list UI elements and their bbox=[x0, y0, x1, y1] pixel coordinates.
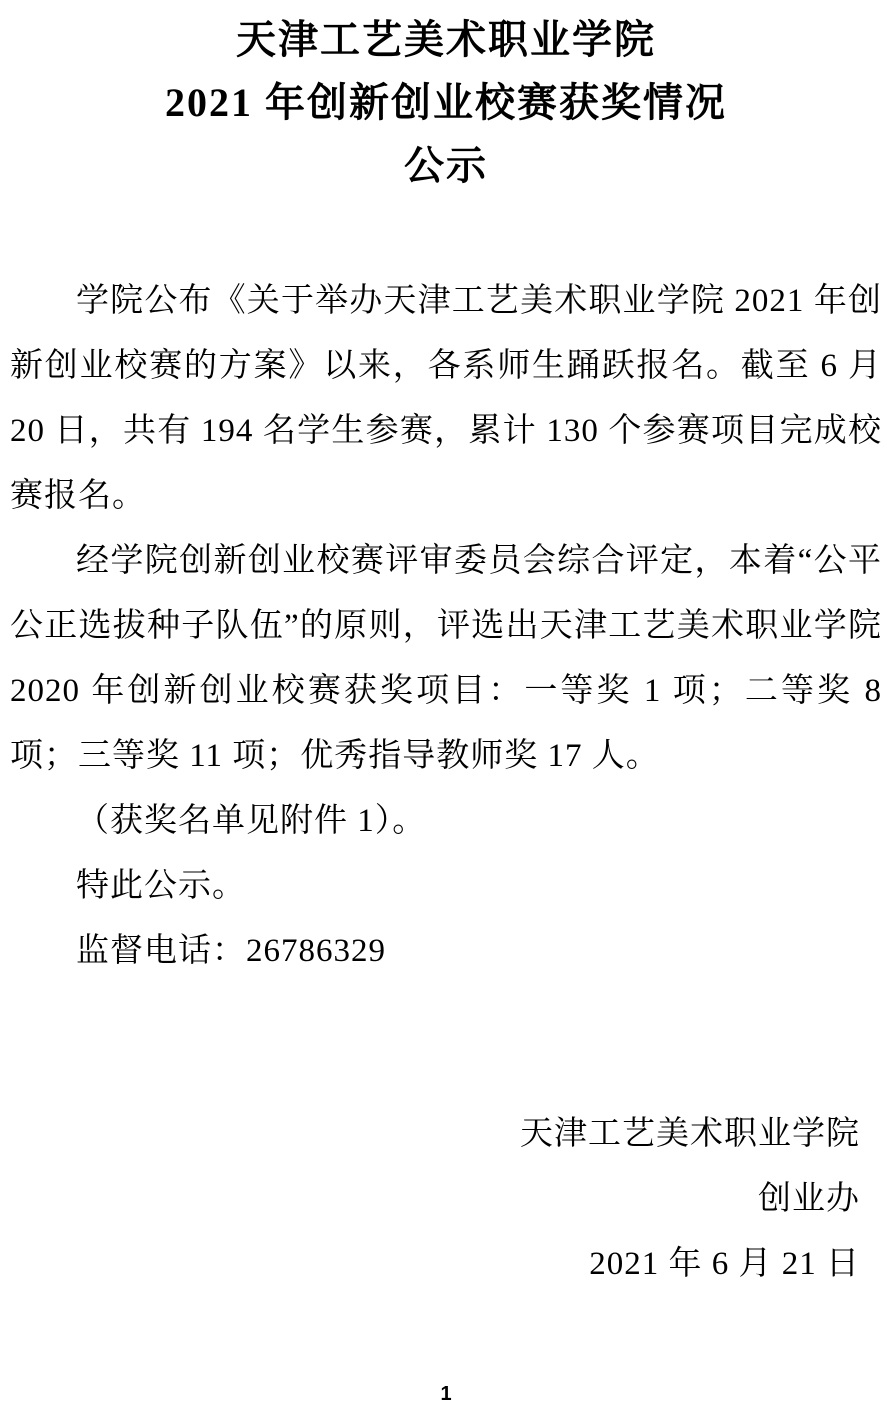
title-line-notice: 公示 bbox=[404, 143, 488, 188]
paragraph-supervision-phone: 监督电话：26786329 bbox=[76, 933, 386, 969]
document-title bbox=[10, 8, 882, 197]
title-line-competition: 2021 年创新创业校赛获奖情况 bbox=[165, 80, 727, 125]
signature-block bbox=[10, 1102, 882, 1297]
paragraph-attachment-note: （获奖名单见附件 1）。 bbox=[76, 803, 427, 839]
title-line-college: 天津工艺美术职业学院 bbox=[236, 17, 656, 62]
paragraph-registration-summary: 学院公布《关于举办天津工艺美术职业学院 2021 年创新创业校赛的方案》以来，各系师生踊跃报名。截至 6 月 20 日，共有 194 名学生参赛，累计 130 个参赛项目完成校赛报名。 bbox=[10, 283, 883, 514]
signature-dept: 创业办 bbox=[758, 1181, 860, 1217]
document-body bbox=[10, 269, 882, 984]
page-footer bbox=[0, 1383, 892, 1406]
page-number: 1 bbox=[440, 1383, 452, 1405]
signature-org: 天津工艺美术职业学院 bbox=[520, 1116, 860, 1152]
paragraph-hereby-announce: 特此公示。 bbox=[76, 868, 246, 904]
paragraph-award-results: 经学院创新创业校赛评审委员会综合评定，本着“公平公正选拔种子队伍”的原则，评选出天津工艺美术职业学院 2020 年创新创业校赛获奖项目：一等奖 1 项；二等奖 8 项；三等奖 11 项；优秀指导教师奖 17 人。 bbox=[10, 543, 882, 774]
signature-date: 2021 年 6 月 21 日 bbox=[589, 1246, 860, 1282]
